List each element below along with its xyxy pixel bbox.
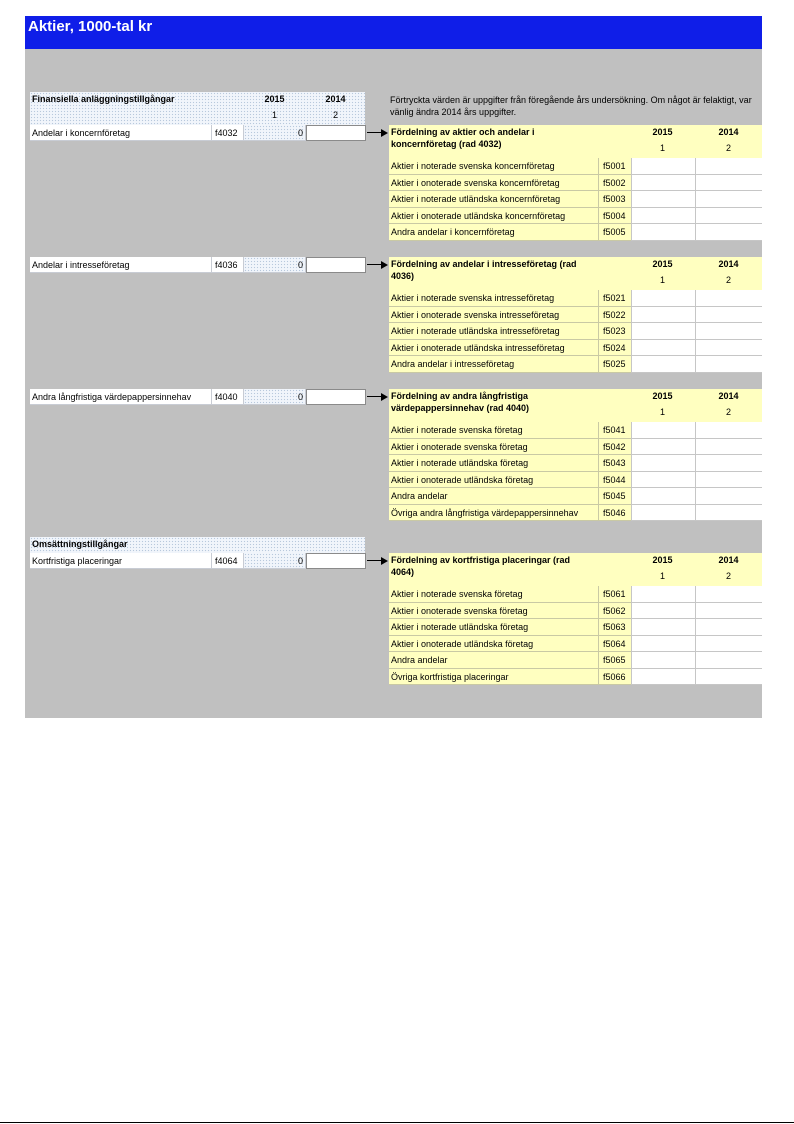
section-year2: 2014 <box>718 555 739 565</box>
row-label: Aktier i onoterade utländska företag <box>391 474 534 485</box>
left-row-label: Andelar i koncernföretag <box>32 128 131 138</box>
row-input-2015[interactable] <box>631 619 695 636</box>
left-row-value: 0 <box>297 392 303 402</box>
row-input-2015[interactable] <box>631 586 695 603</box>
row-input-2014[interactable] <box>695 224 762 241</box>
row-input-2014[interactable] <box>695 439 762 456</box>
left-header-col2: 2 <box>332 110 338 120</box>
row-input-2015[interactable] <box>631 422 695 439</box>
row-input-2014[interactable] <box>695 488 762 505</box>
row-divider <box>598 191 599 208</box>
row-divider <box>598 636 599 653</box>
row-input-2014[interactable] <box>695 603 762 620</box>
row-input-2014[interactable] <box>695 652 762 669</box>
row-input-2014[interactable] <box>695 505 762 522</box>
row-input-2015[interactable] <box>631 340 695 357</box>
row-code: f5021 <box>603 293 626 303</box>
row-label: Aktier i noterade svenska företag <box>391 425 523 435</box>
section-heading: Fördelning av andelar i intresseföretag (rad 4036) <box>391 259 577 281</box>
row-label: Aktier i noterade svenska koncernföretag <box>391 161 555 171</box>
left-row-input-2014[interactable] <box>306 257 366 273</box>
row-label: Aktier i noterade utländska koncernföretag <box>391 194 561 204</box>
row-code: f5043 <box>603 458 626 468</box>
row-code: f5024 <box>603 342 626 353</box>
left-header-col1: 1 <box>271 110 277 120</box>
row-code: f5063 <box>603 622 626 632</box>
row-input-2015[interactable] <box>631 603 695 620</box>
row-label: Aktier i onoterade svenska företag <box>391 605 528 616</box>
arrow-head-icon <box>381 261 388 269</box>
row-input-2015[interactable] <box>631 669 695 686</box>
row-code: f5065 <box>603 655 626 665</box>
row-divider <box>598 356 599 373</box>
row-input-2014[interactable] <box>695 619 762 636</box>
row-code: f5003 <box>603 194 626 204</box>
row-code: f5046 <box>603 507 626 518</box>
left-header-year2: 2014 <box>325 94 346 104</box>
page-title: Aktier, 1000-tal kr <box>28 18 153 35</box>
left-row-code: f4064 <box>215 556 238 566</box>
row-input-2014[interactable] <box>695 158 762 175</box>
left-row-input-2014[interactable] <box>306 553 366 569</box>
row-code: f5002 <box>603 177 626 188</box>
row-input-2014[interactable] <box>695 340 762 357</box>
row-divider <box>598 323 599 340</box>
row-label: Aktier i onoterade svenska intresseföretag <box>391 309 560 320</box>
row-label: Aktier i noterade svenska intresseföretag <box>391 293 555 303</box>
left-row-value: 0 <box>297 260 303 270</box>
row-code: f5005 <box>603 227 626 237</box>
arrow-head-icon <box>381 129 388 137</box>
left-row-code: f4032 <box>215 128 238 138</box>
section-year2: 2014 <box>718 259 739 269</box>
row-divider <box>598 455 599 472</box>
row-code: f5042 <box>603 441 626 452</box>
row-input-2014[interactable] <box>695 356 762 373</box>
row-code: f5064 <box>603 638 626 649</box>
row-input-2014[interactable] <box>695 636 762 653</box>
left-row-code: f4040 <box>215 392 238 402</box>
row-code: f5001 <box>603 161 626 171</box>
row-input-2015[interactable] <box>631 175 695 192</box>
section-year2: 2014 <box>718 127 739 137</box>
row-label: Aktier i noterade utländska företag <box>391 458 529 468</box>
row-input-2014[interactable] <box>695 669 762 686</box>
row-divider <box>598 175 599 192</box>
row-code: f5025 <box>603 359 626 369</box>
row-input-2014[interactable] <box>695 175 762 192</box>
left-row-label: Kortfristiga placeringar <box>32 556 123 566</box>
section-col1: 1 <box>659 275 665 285</box>
section-col2: 2 <box>725 571 731 581</box>
note-text: Förtryckta värden är uppgifter från föregående års undersökning. Om något är felaktigt, var vänlig ändra 2014 års uppgifter. <box>390 95 752 117</box>
row-input-2014[interactable] <box>695 307 762 324</box>
row-input-2015[interactable] <box>631 472 695 489</box>
section-heading: Fördelning av kortfristiga placeringar (rad 4064) <box>391 555 571 577</box>
left-row-input-2014[interactable] <box>306 389 366 405</box>
row-label: Aktier i onoterade utländska intresseföretag <box>391 342 565 353</box>
row-code: f5062 <box>603 605 626 616</box>
row-divider <box>598 290 599 307</box>
section-year1: 2015 <box>652 555 673 565</box>
row-divider <box>598 619 599 636</box>
row-label: Andra andelar i intresseföretag <box>391 359 515 369</box>
left-row-input-2014[interactable] <box>306 125 366 141</box>
row-input-2014[interactable] <box>695 472 762 489</box>
row-input-2015[interactable] <box>631 208 695 225</box>
row-divider <box>598 488 599 505</box>
section-year2: 2014 <box>718 391 739 401</box>
row-label: Andra andelar i koncernföretag <box>391 227 515 237</box>
row-input-2014[interactable] <box>695 208 762 225</box>
row-input-2015[interactable] <box>631 488 695 505</box>
row-input-2014[interactable] <box>695 422 762 439</box>
row-label: Aktier i noterade svenska företag <box>391 589 523 599</box>
row-input-2015[interactable] <box>631 652 695 669</box>
row-input-2015[interactable] <box>631 224 695 241</box>
page-bottom-line <box>0 1122 794 1123</box>
row-input-2015[interactable] <box>631 158 695 175</box>
row-code: f5061 <box>603 589 626 599</box>
left-row-value: 0 <box>297 556 303 566</box>
row-input-2014[interactable] <box>695 455 762 472</box>
row-label: Aktier i noterade utländska intresseföretag <box>391 326 560 336</box>
row-input-2015[interactable] <box>631 439 695 456</box>
section-heading: Fördelning av andra långfristiga värdepappersinnehav (rad 4040) <box>391 391 530 413</box>
left-header-year1: 2015 <box>264 94 285 104</box>
section-col1: 1 <box>659 407 665 417</box>
row-label: Aktier i noterade utländska företag <box>391 622 529 632</box>
section-year1: 2015 <box>652 127 673 137</box>
row-divider <box>598 669 599 686</box>
row-input-2015[interactable] <box>631 290 695 307</box>
row-divider <box>598 158 599 175</box>
row-code: f5066 <box>603 671 626 682</box>
row-divider <box>598 340 599 357</box>
section-year1: 2015 <box>652 259 673 269</box>
arrow-head-icon <box>381 393 388 401</box>
row-label: Övriga andra långfristiga värdepappersinnehav <box>391 507 579 518</box>
row-divider <box>598 439 599 456</box>
row-input-2014[interactable] <box>695 323 762 340</box>
row-code: f5044 <box>603 474 626 485</box>
row-input-2015[interactable] <box>631 191 695 208</box>
row-divider <box>598 652 599 669</box>
left-row-value: 0 <box>297 128 303 138</box>
left-row-label: Andra långfristiga värdepappersinnehav <box>32 392 192 402</box>
row-input-2015[interactable] <box>631 307 695 324</box>
section-year1: 2015 <box>652 391 673 401</box>
row-code: f5041 <box>603 425 626 435</box>
arrow-head-icon <box>381 557 388 565</box>
row-input-2014[interactable] <box>695 586 762 603</box>
row-input-2015[interactable] <box>631 356 695 373</box>
section-col2: 2 <box>725 275 731 285</box>
row-label: Aktier i onoterade svenska företag <box>391 441 528 452</box>
row-input-2015[interactable] <box>631 636 695 653</box>
row-divider <box>598 505 599 522</box>
row-input-2015[interactable] <box>631 505 695 522</box>
row-divider <box>598 472 599 489</box>
row-label: Övriga kortfristiga placeringar <box>391 671 509 682</box>
left-row-label: Andelar i intresseföretag <box>32 260 130 270</box>
section-heading: Fördelning av aktier och andelar i koncernföretag (rad 4032) <box>391 127 535 149</box>
row-divider <box>598 603 599 620</box>
row-divider <box>598 208 599 225</box>
section-col2: 2 <box>725 143 731 153</box>
row-label: Andra andelar <box>391 491 448 501</box>
row-label: Aktier i onoterade svenska koncernföretag <box>391 177 560 188</box>
row-input-2014[interactable] <box>695 191 762 208</box>
row-code: f5023 <box>603 326 626 336</box>
row-code: f5004 <box>603 210 626 221</box>
row-divider <box>598 586 599 603</box>
row-input-2015[interactable] <box>631 455 695 472</box>
left-row-code: f4036 <box>215 260 238 270</box>
row-label: Andra andelar <box>391 655 448 665</box>
omsattning-label: Omsättningstillgångar <box>32 539 128 549</box>
row-code: f5022 <box>603 309 626 320</box>
row-label: Aktier i onoterade utländska företag <box>391 638 534 649</box>
row-divider <box>598 307 599 324</box>
row-input-2015[interactable] <box>631 323 695 340</box>
left-header-label: Finansiella anläggningstillgångar <box>32 94 175 104</box>
row-code: f5045 <box>603 491 626 501</box>
row-divider <box>598 224 599 241</box>
row-input-2014[interactable] <box>695 290 762 307</box>
section-col1: 1 <box>659 571 665 581</box>
section-col2: 2 <box>725 407 731 417</box>
row-label: Aktier i onoterade utländska koncernföretag <box>391 210 566 221</box>
row-divider <box>598 422 599 439</box>
section-col1: 1 <box>659 143 665 153</box>
